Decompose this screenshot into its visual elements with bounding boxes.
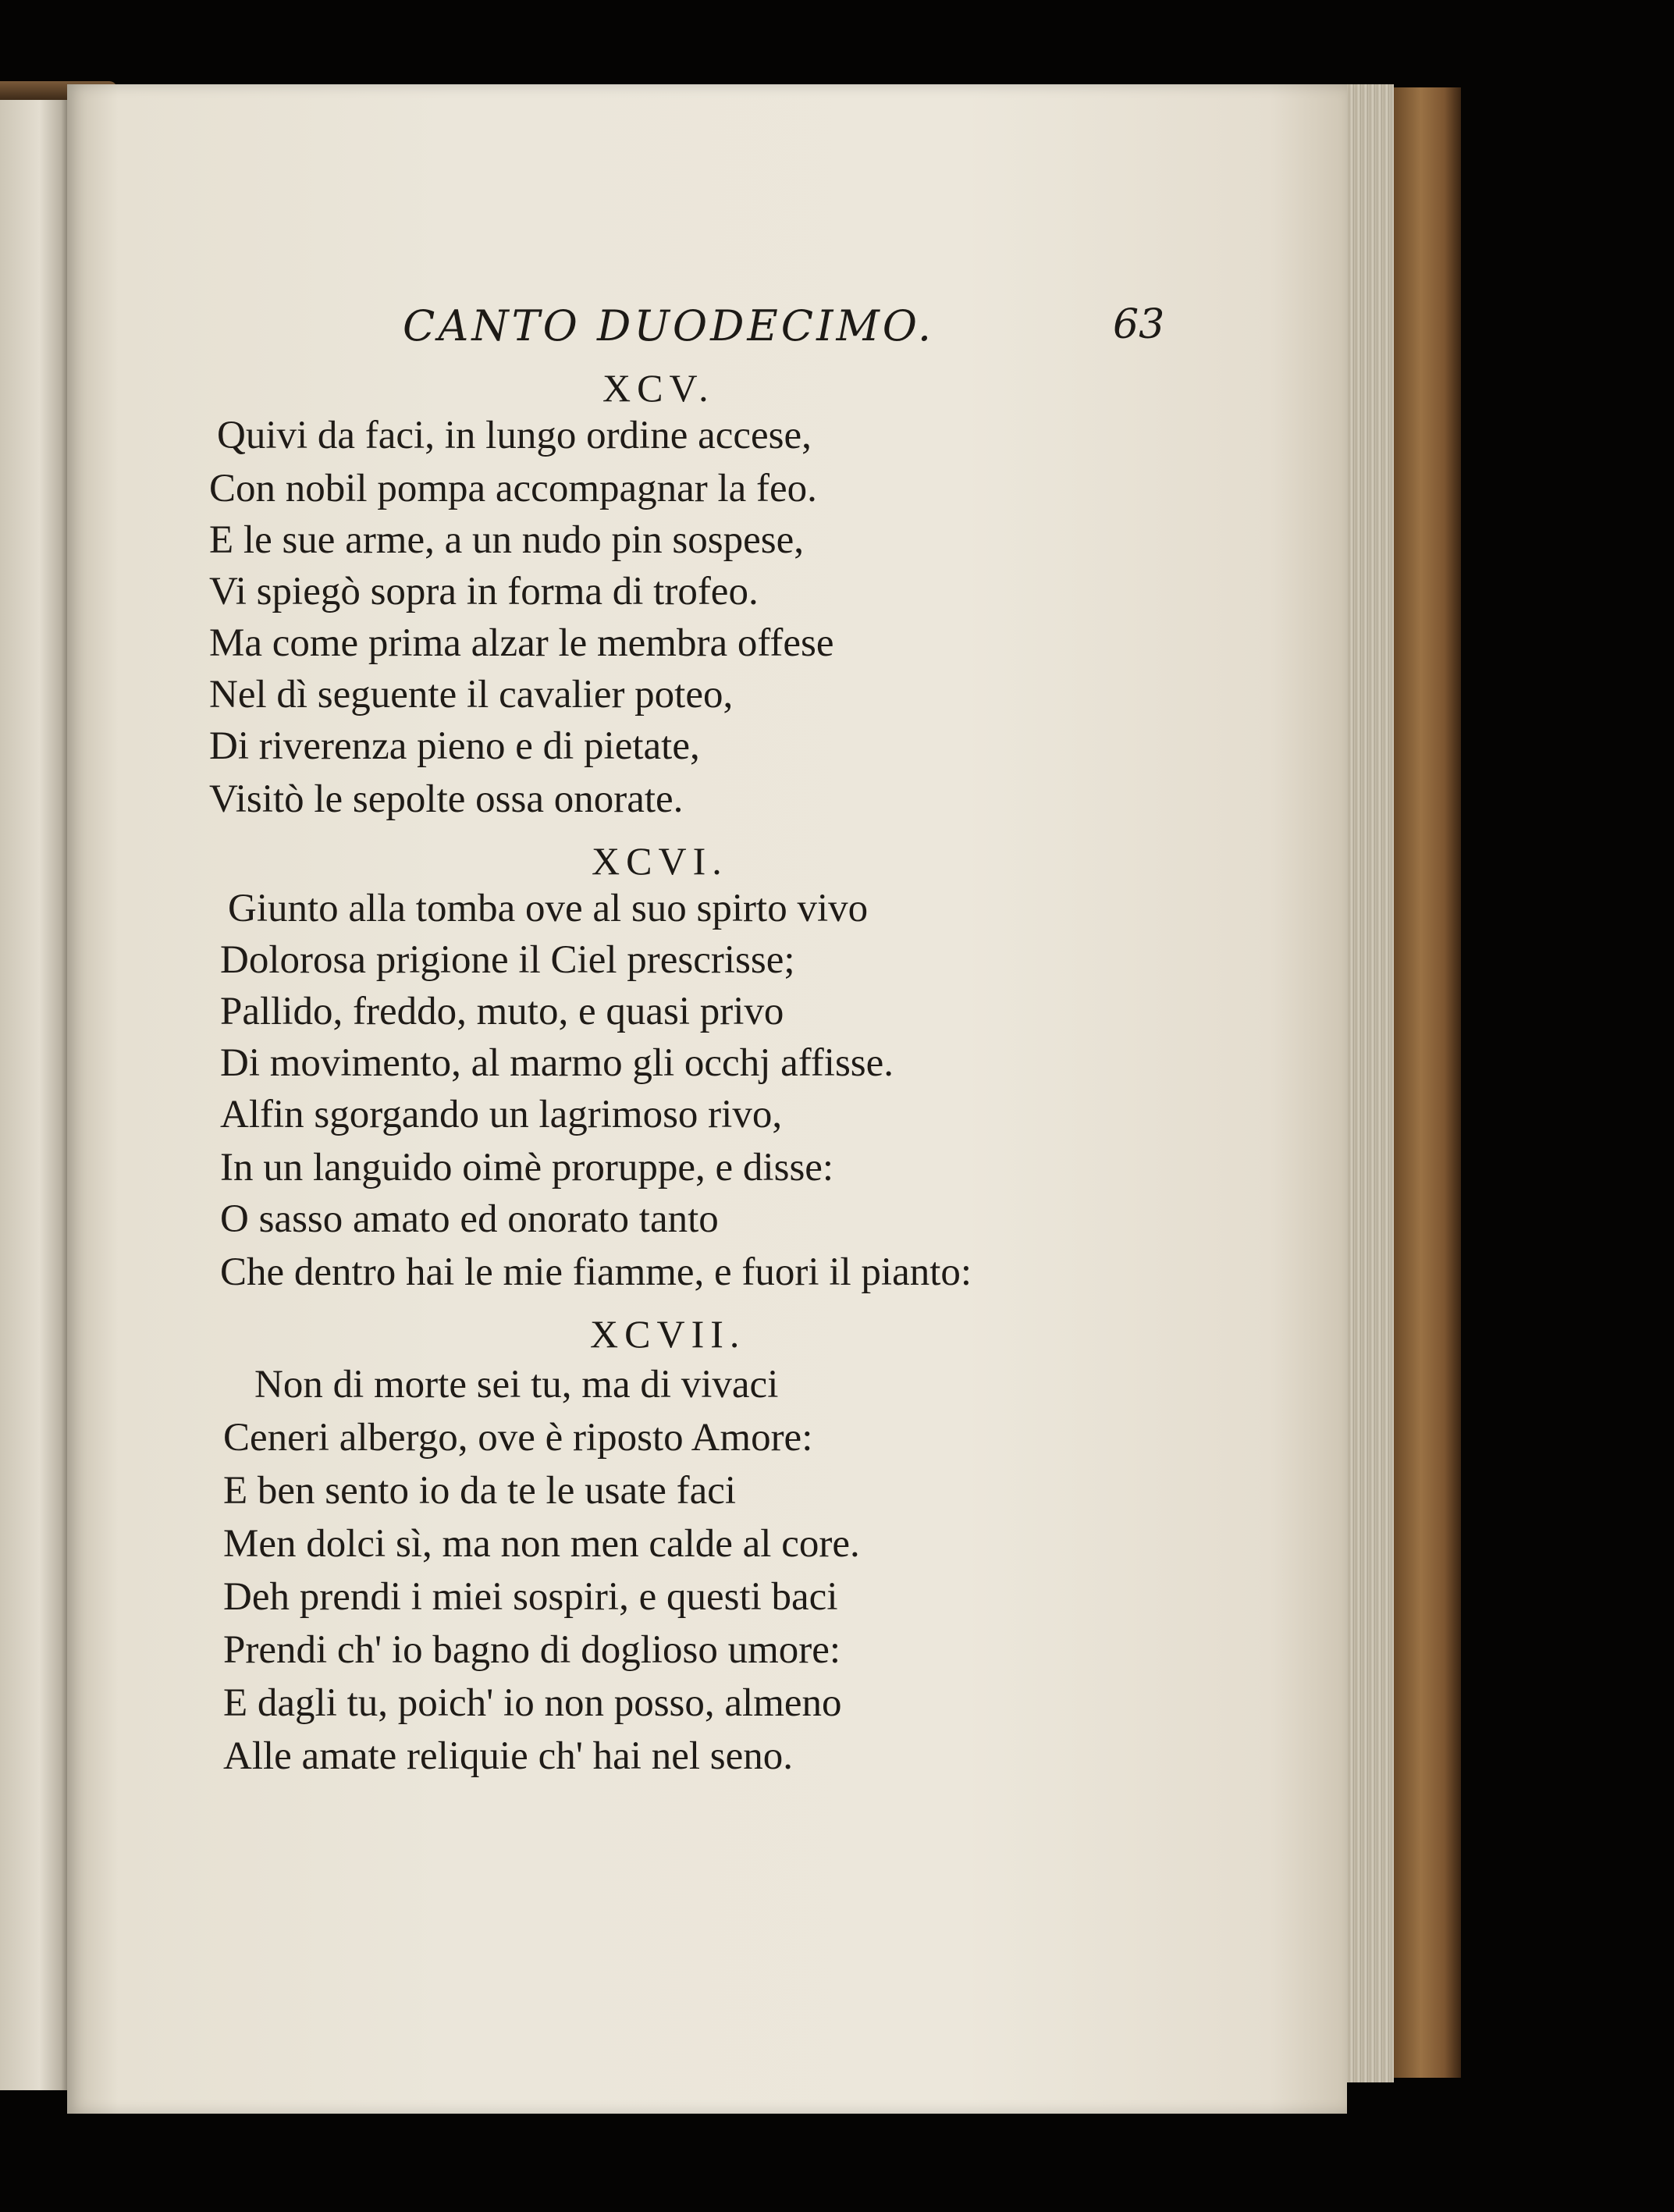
book-page: [67, 84, 1347, 2114]
verse-line: Quivi da faci, in lungo ordine accese,: [217, 414, 812, 457]
verse-line: Prendi ch' io bagno di doglioso umore:: [223, 1628, 841, 1672]
verse-line: Ceneri albergo, ove è riposto Amore:: [223, 1416, 813, 1460]
verse-line: E ben sento io da te le usate faci: [223, 1469, 737, 1513]
verse-line: Men dolci sì, ma non men calde al core.: [223, 1522, 860, 1566]
verse-line: Di riverenza pieno e di pietate,: [209, 724, 700, 768]
page-block-edges: [1347, 84, 1394, 2082]
stanza-number: XCVII.: [590, 1312, 746, 1356]
verse-line: E dagli tu, poich' io non posso, almeno: [223, 1681, 842, 1725]
book-cover-edge: [1394, 87, 1461, 2078]
verse-line: In un languido oimè proruppe, e disse:: [220, 1146, 834, 1190]
verse-line: Nel dì seguente il cavalier poteo,: [209, 673, 734, 717]
verse-line: Vi spiegò sopra in forma di trofeo.: [209, 570, 759, 613]
running-head: CANTO DUODECIMO.: [403, 301, 935, 350]
page-number: 63: [1113, 301, 1165, 348]
stanza-number: XCV.: [602, 366, 715, 410]
verse-line: Deh prendi i miei sospiri, e questi baci: [223, 1575, 838, 1619]
verse-line: Ma come prima alzar le membra offese: [209, 621, 834, 665]
verse-line: Visitò le sepolte ossa onorate.: [209, 777, 684, 821]
verse-line: O sasso amato ed onorato tanto: [220, 1197, 719, 1241]
verse-line: Con nobil pompa accompagnar la feo.: [209, 467, 817, 510]
stanza-number: XCVI.: [592, 839, 728, 883]
verse-line: Che dentro hai le mie fiamme, e fuori il pianto:: [220, 1250, 972, 1294]
verse-line: Di movimento, al marmo gli occhj affisse.: [220, 1041, 894, 1085]
verse-line: Alle amate reliquie ch' hai nel seno.: [223, 1734, 793, 1778]
verse-line: Pallido, freddo, muto, e quasi privo: [220, 990, 784, 1033]
verse-line: Giunto alla tomba ove al suo spirto vivo: [228, 887, 869, 930]
verse-line: E le sue arme, a un nudo pin sospese,: [209, 518, 804, 562]
verse-line: Dolorosa prigione il Ciel prescrisse;: [220, 938, 795, 982]
verse-line: Non di morte sei tu, ma di vivaci: [254, 1363, 779, 1407]
verse-line: Alfin sgorgando un lagrimoso rivo,: [220, 1093, 783, 1136]
previous-page-edge: [0, 92, 72, 2090]
